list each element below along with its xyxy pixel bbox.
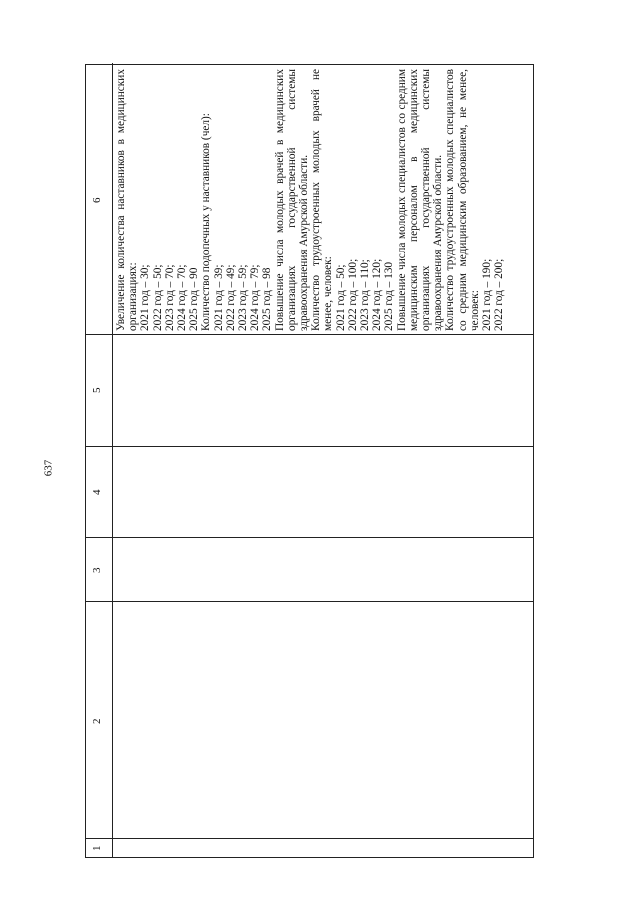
column-number-1: 1 <box>91 845 103 851</box>
cell-paragraph: Повышение числа молодых врачей в медицинских организациях государственной системы здравоохранения Амурской области. <box>273 69 311 331</box>
column-6-cell <box>113 63 535 335</box>
column-number-4: 4 <box>91 489 103 495</box>
column-number-6: 6 <box>91 197 103 203</box>
cell-paragraph: 2022 год – 49; <box>224 264 237 331</box>
cell-paragraph: Повышение числа молодых специалистов со средним медицинским персоналом в медицинских организациях государственной системы здравоохранения Амурской области. <box>395 69 445 331</box>
cell-paragraph: Увеличение количества наставников в медицинских организациях: <box>115 69 140 331</box>
cell-paragraph: 2022 год – 50; <box>151 264 164 331</box>
cell-paragraph: 2025 год – 90 <box>188 267 201 331</box>
cell-paragraph: 2021 год – 39; <box>212 264 225 331</box>
cell-paragraph: 2021 год – 190; <box>481 258 494 331</box>
cell-paragraph: 2024 год – 70; <box>176 264 189 331</box>
cell-paragraph: 2022 год – 200; <box>493 258 506 331</box>
column-divider <box>86 601 533 602</box>
cell-paragraph: Количество подопечных у наставников (чел): <box>200 113 213 331</box>
cell-paragraph: 2021 год – 50; <box>334 264 347 331</box>
document-table <box>85 64 534 858</box>
rotated-page <box>85 64 534 858</box>
cell-paragraph: 2024 год – 79; <box>249 264 262 331</box>
cell-paragraph: 2023 год – 70; <box>163 264 176 331</box>
cell-paragraph: 2023 год – 59; <box>237 264 250 331</box>
column-number-2: 2 <box>91 718 103 724</box>
column-divider <box>86 537 533 538</box>
cell-paragraph: 2023 год – 110; <box>359 259 372 331</box>
page-number: 637 <box>42 459 55 477</box>
cell-paragraph: Количество трудоустроенных молодых специалистов со средним медицинским образованием, не менее, человек: <box>444 69 481 331</box>
column-number-3: 3 <box>91 567 103 573</box>
cell-paragraph: 2025 год – 130 <box>383 261 396 331</box>
cell-paragraph: 2024 год – 120; <box>371 258 384 331</box>
column-divider <box>86 838 533 839</box>
table-header-row <box>86 63 113 857</box>
cell-paragraph: 2025 год – 98 <box>261 267 274 331</box>
column-number-5: 5 <box>91 387 103 393</box>
cell-paragraph: 2021 год – 30; <box>139 264 152 331</box>
column-divider <box>86 446 533 447</box>
cell-paragraph: Количество трудоустроенных молодых врачей не менее, человек: <box>310 69 335 331</box>
cell-paragraph: 2022 год – 100; <box>346 258 359 331</box>
